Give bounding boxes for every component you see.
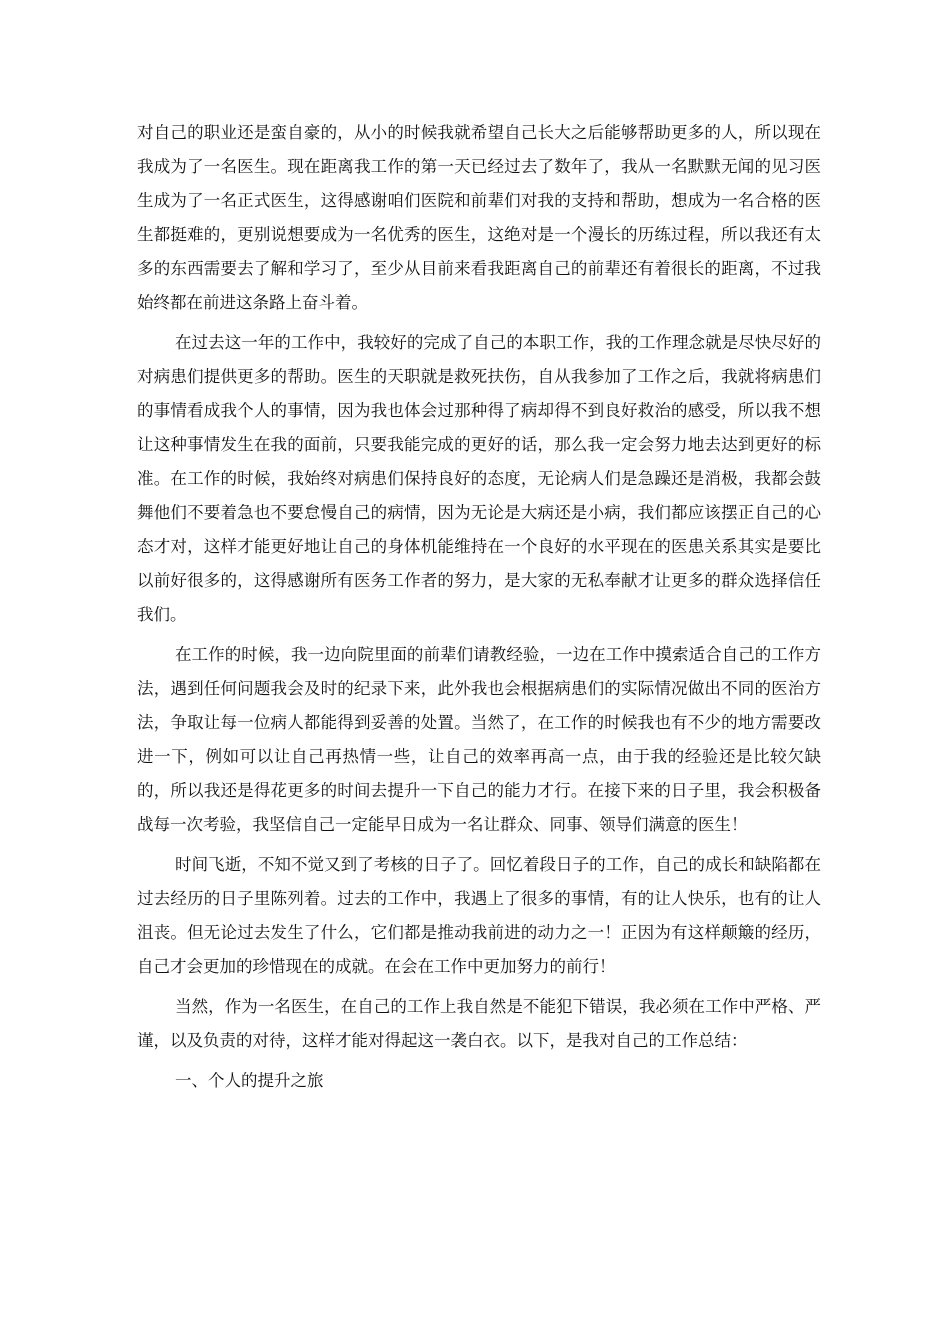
paragraph-4: 时间飞逝，不知不觉又到了考核的日子了。回忆着段日子的工作，自己的成长和缺陷都在过去经历的日子里陈列着。过去的工作中，我遇上了很多的事情，有的让人快乐，也有的让人沮丧。但无论过去发生了什么，它们都是推动我前进的动力之一！正因为有这样颠簸的经历，自己才会更加的珍惜现在的成就。在会在工作中更加努力的前行！ — [137, 855, 821, 976]
document-body — [137, 116, 821, 1098]
paragraph-1: 对自己的职业还是蛮自豪的，从小的时候我就希望自己长大之后能够帮助更多的人，所以现在我成为了一名医生。现在距离我工作的第一天已经过去了数年了，我从一名默默无闻的见习医生成为了一名正式医生，这得感谢咱们医院和前辈们对我的支持和帮助，想成为一名合格的医生都挺难的，更别说想要成为一名优秀的医生，这绝对是一个漫长的历练过程，所以我还有太多的东西需要去了解和学习了，至少从目前来看我距离自己的前辈还有着很长的距离，不过我始终都在前进这条路上奋斗着。 — [137, 123, 821, 312]
paragraph-5: 当然，作为一名医生，在自己的工作上我自然是不能犯下错误，我必须在工作中严格、严谨，以及负责的对待，这样才能对得起这一袭白衣。以下，是我对自己的工作总结： — [137, 997, 821, 1050]
section-heading: 一、个人的提升之旅 — [175, 1071, 324, 1090]
paragraph-2: 在过去这一年的工作中，我较好的完成了自己的本职工作，我的工作理念就是尽快尽好的对病患们提供更多的帮助。医生的天职就是救死扶伤，自从我参加了工作之后，我就将病患们的事情看成我个人的事情，因为我也体会过那种得了病却得不到良好救治的感受，所以我不想让这种事情发生在我的面前，只要我能完成的更好的话，那么我一定会努力地去达到更好的标准。在工作的时候，我始终对病患们保持良好的态度，无论病人们是急躁还是消极，我都会鼓舞他们不要着急也不要怠慢自己的病情，因为无论是大病还是小病，我们都应该摆正自己的心态才对，这样才能更好地让自己的身体机能维持在一个良好的水平现在的医患关系其实是要比以前好很多的，这得感谢所有医务工作者的努力，是大家的无私奉献才让更多的群众选择信任我们。 — [137, 333, 821, 624]
paragraph-3: 在工作的时候，我一边向院里面的前辈们请教经验，一边在工作中摸索适合自己的工作方法，遇到任何问题我会及时的纪录下来，此外我也会根据病患们的实际情况做出不同的医治方法，争取让每一位病人都能得到妥善的处置。当然了，在工作的时候我也有不少的地方需要改进一下，例如可以让自己再热情一些，让自己的效率再高一点，由于我的经验还是比较欠缺的，所以我还是得花更多的时间去提升一下自己的能力才行。在接下来的日子里，我会积极备战每一次考验，我坚信自己一定能早日成为一名让群众、同事、领导们满意的医生！ — [137, 645, 821, 834]
